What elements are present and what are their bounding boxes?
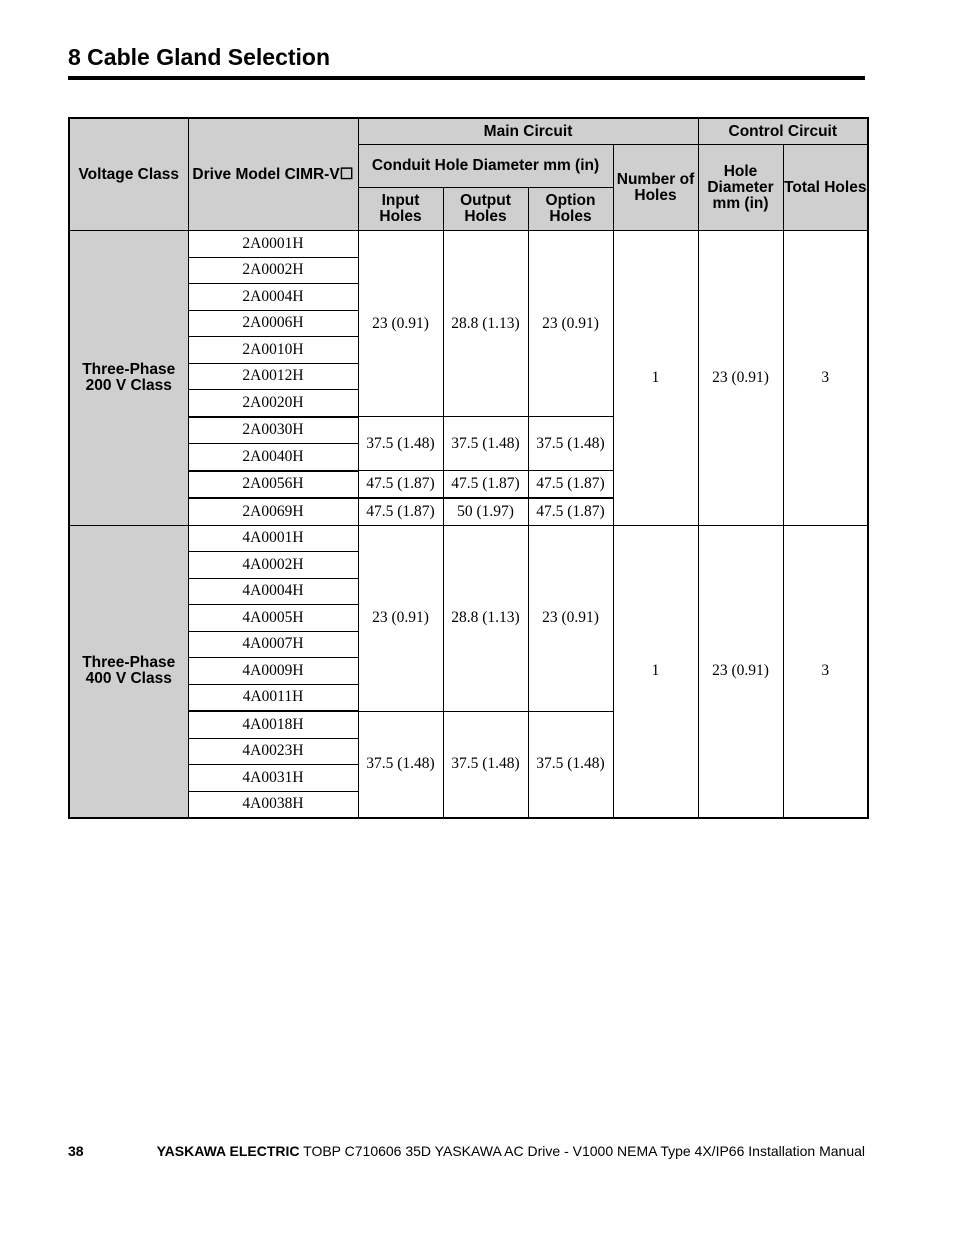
table-row	[69, 231, 868, 258]
control-hole-diameter-cell: 23 (0.91)	[698, 525, 783, 818]
drive-model-cell: 4A0002H	[188, 552, 358, 579]
drive-model-cell: 4A0018H	[188, 711, 358, 738]
drive-model-cell: 4A0009H	[188, 658, 358, 685]
option-holes-cell: 47.5 (1.87)	[528, 498, 613, 525]
drive-model-cell: 2A0001H	[188, 231, 358, 258]
drive-model-cell: 2A0030H	[188, 417, 358, 444]
drive-model-cell: 2A0010H	[188, 337, 358, 364]
header-conduit-hole-diameter: Conduit Hole Diameter mm (in)	[358, 145, 613, 188]
header-number-of-holes: Number of Holes	[613, 145, 698, 231]
total-holes-cell: 3	[783, 525, 868, 818]
number-of-holes-cell: 1	[613, 525, 698, 818]
header-option-holes: Option Holes	[528, 188, 613, 231]
section-title: 8 Cable Gland Selection	[68, 44, 331, 70]
output-holes-cell: 37.5 (1.48)	[443, 417, 528, 471]
input-holes-cell: 23 (0.91)	[358, 231, 443, 417]
cable-gland-table	[68, 117, 869, 819]
drive-model-cell: 4A0004H	[188, 578, 358, 605]
input-holes-cell: 37.5 (1.48)	[358, 711, 443, 818]
header-total-holes: Total Holes	[783, 145, 868, 231]
page-number: 38	[68, 1143, 84, 1159]
control-hole-diameter-cell: 23 (0.91)	[698, 231, 783, 526]
header-output-holes: Output Holes	[443, 188, 528, 231]
brand-name: YASKAWA ELECTRIC	[156, 1143, 300, 1159]
option-holes-cell: 37.5 (1.48)	[528, 711, 613, 818]
drive-model-cell: 2A0002H	[188, 257, 358, 284]
drive-model-cell: 4A0038H	[188, 791, 358, 818]
drive-model-cell: 2A0056H	[188, 471, 358, 499]
title-rule	[68, 76, 865, 80]
voltage-class-cell: Three-Phase 400 V Class	[69, 525, 188, 818]
table-body	[69, 231, 868, 819]
output-holes-cell: 50 (1.97)	[443, 498, 528, 525]
header-input-holes: Input Holes	[358, 188, 443, 231]
drive-model-cell: 2A0020H	[188, 390, 358, 417]
option-holes-cell: 37.5 (1.48)	[528, 417, 613, 471]
option-holes-cell: 23 (0.91)	[528, 231, 613, 417]
option-holes-cell: 23 (0.91)	[528, 525, 613, 711]
total-holes-cell: 3	[783, 231, 868, 526]
drive-model-cell: 2A0006H	[188, 310, 358, 337]
output-holes-cell: 37.5 (1.48)	[443, 711, 528, 818]
input-holes-cell: 47.5 (1.87)	[358, 498, 443, 525]
output-holes-cell: 28.8 (1.13)	[443, 231, 528, 417]
header-main-circuit: Main Circuit	[358, 118, 698, 145]
drive-model-cell: 2A0012H	[188, 363, 358, 390]
input-holes-cell: 23 (0.91)	[358, 525, 443, 711]
drive-model-cell: 4A0005H	[188, 605, 358, 632]
output-holes-cell: 47.5 (1.87)	[443, 471, 528, 499]
input-holes-cell: 47.5 (1.87)	[358, 471, 443, 499]
drive-model-cell: 2A0069H	[188, 498, 358, 525]
drive-model-cell: 4A0023H	[188, 738, 358, 765]
document-info	[157, 1143, 865, 1159]
header-hole-diameter: Hole Diameter mm (in)	[698, 145, 783, 231]
number-of-holes-cell: 1	[613, 231, 698, 526]
header-drive-model: Drive Model CIMR-V☐	[188, 118, 358, 231]
drive-model-cell: 4A0001H	[188, 525, 358, 552]
option-holes-cell: 47.5 (1.87)	[528, 471, 613, 499]
document-title: TOBP C710606 35D YASKAWA AC Drive - V1000 NEMA Type 4X/IP66 Installation Manual	[303, 1143, 865, 1159]
drive-model-cell: 4A0011H	[188, 684, 358, 711]
drive-model-cell: 4A0007H	[188, 631, 358, 658]
drive-model-cell: 4A0031H	[188, 765, 358, 792]
table-row	[69, 525, 868, 552]
drive-model-cell: 2A0040H	[188, 444, 358, 471]
voltage-class-cell: Three-Phase 200 V Class	[69, 231, 188, 526]
drive-model-cell: 2A0004H	[188, 284, 358, 311]
header-control-circuit: Control Circuit	[698, 118, 868, 145]
input-holes-cell: 37.5 (1.48)	[358, 417, 443, 471]
header-voltage-class: Voltage Class	[69, 118, 188, 231]
output-holes-cell: 28.8 (1.13)	[443, 525, 528, 711]
